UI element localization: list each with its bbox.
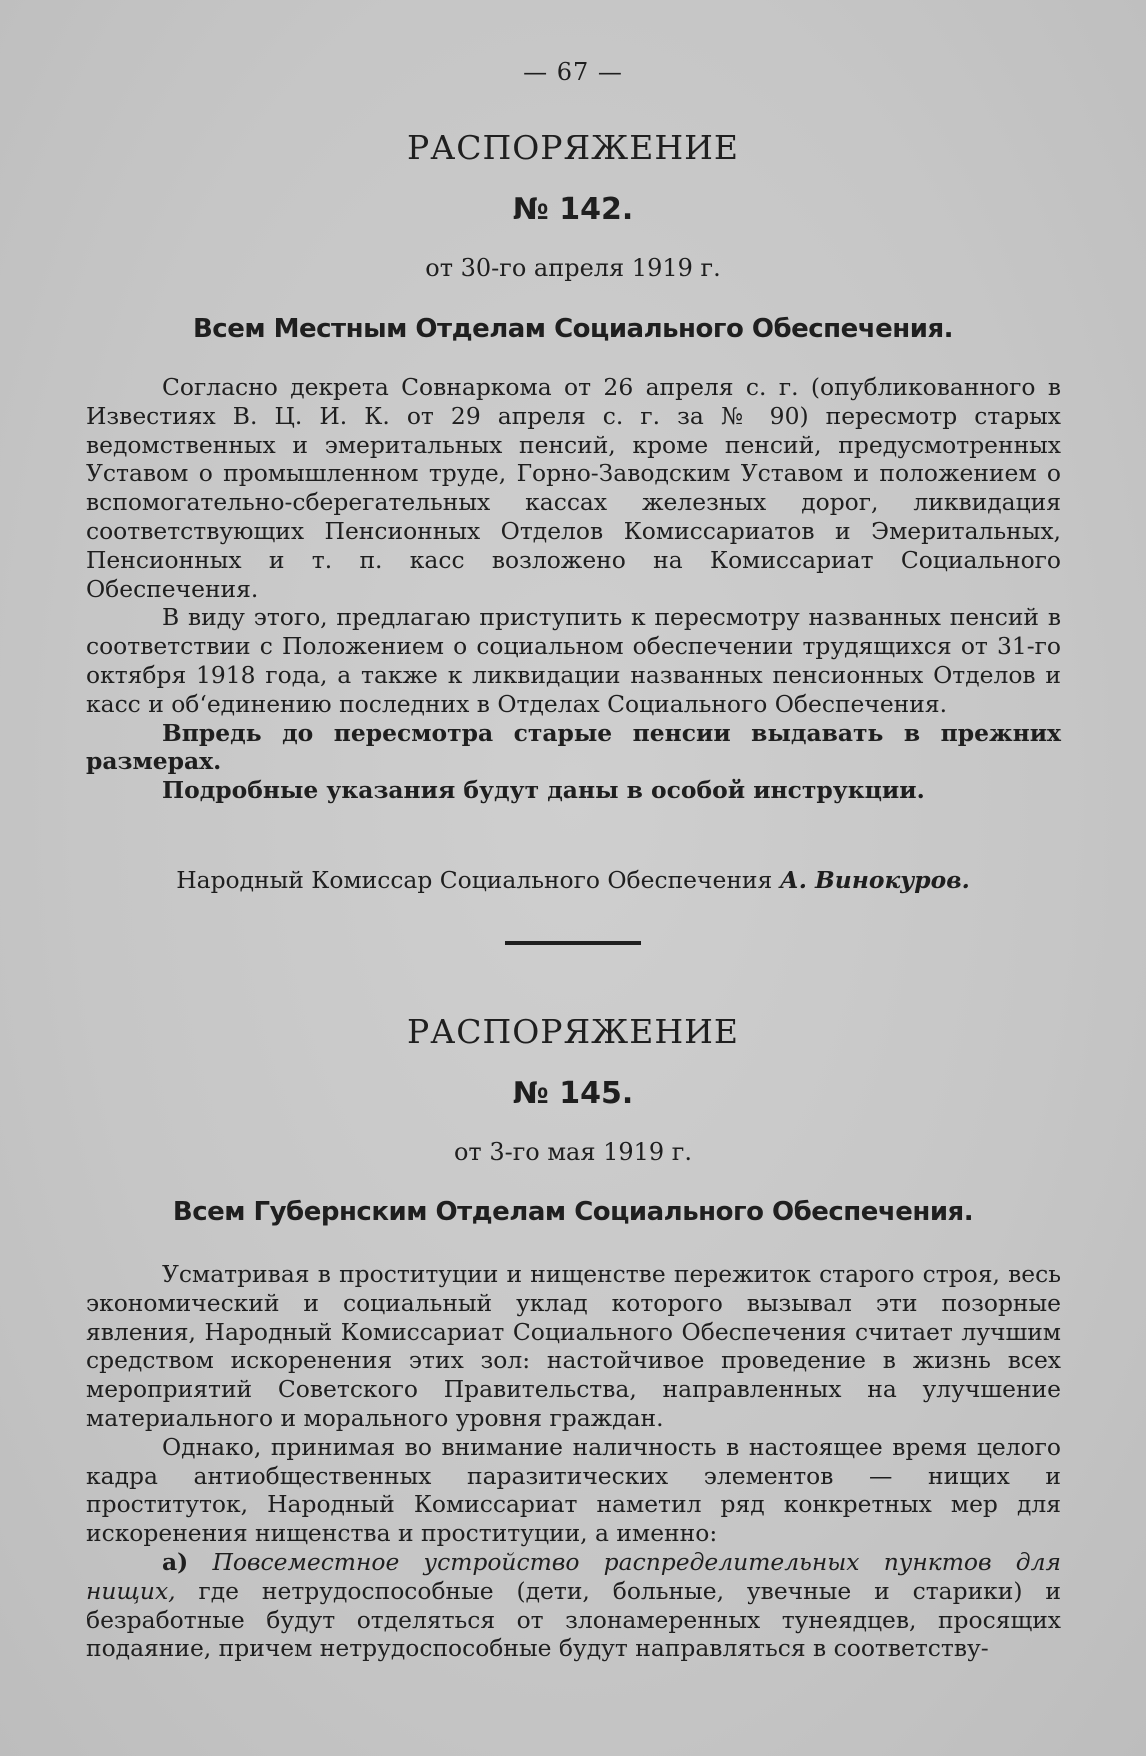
section-divider (505, 941, 641, 945)
order-title: РАСПОРЯЖЕНИЕ (407, 128, 739, 167)
paragraph: Подробные указания будут даны в особой инструкции. (162, 776, 925, 805)
order-addressee: Всем Губернским Отделам Социального Обеспечения. (172, 1197, 974, 1227)
paragraph: Впредь до пересмотра старые пенсии выдавать в прежних размерах. (86, 718, 1061, 776)
order-body (86, 373, 1061, 805)
order-body (86, 1260, 1061, 1663)
page-number: — 67 — (523, 58, 623, 86)
paragraph: Согласно декрета Совнаркома от 26 апреля с. г. (опубликованного в Известиях В. Ц. И. К. от 29 апреля с. г. за № 90) пересмотр старых ведомственных и эмеритальных пенсий, кроме пенсий, предусмотренных Уставом о промышленном труде, Горно-Заводским Уставом и положением о вспомогательно-сберегательных кассах железных дорог, ликвидация соответствующих Пенсионных Отделов Комиссариатов и Эмеритальных, Пенсионных и т. п. касс возложено на Комиссариат Социального Обеспечения. (86, 373, 1061, 603)
signature (0, 866, 1146, 894)
paragraph: Однако, принимая во внимание наличность в настоящее время целого кадра антиобщественных паразитических элементов — нищих и проституток, Народный Комиссариат наметил ряд конкретных мер для искоренения нищенства и проституции, а именно: (86, 1432, 1061, 1548)
order-addressee: Всем Местным Отделам Социального Обеспечения. (192, 314, 954, 344)
paragraph: Усматривая в проституции и нищенстве пережиток старого строя, весь экономический и социальный уклад которого вызывал эти позорные явления, Народный Комиссариат Социального Обеспечения считает лучшим средством искоренения этих зол: настойчивое проведение в жизнь всех мероприятий Советского Правительства, направленных на улучшение материального и морального уровня граждан. (86, 1260, 1061, 1432)
item-label: а) (162, 1547, 189, 1576)
order-title: РАСПОРЯЖЕНИЕ (407, 1012, 739, 1051)
order-number: № 142. (512, 192, 634, 227)
list-item-a (86, 1548, 1061, 1663)
item-emphasis: Повсеместное устройство распределительных пунктов для нищих, (86, 1547, 1061, 1605)
item-text: где нетрудоспособные (дети, больные, увечные и старики) и безработные будут отделяться от злонамеренных тунеядцев, просящих подаяние, причем нетрудоспособные будут направляться в соответству- (86, 1576, 1062, 1663)
order-number: № 145. (512, 1076, 634, 1111)
signature-name: А. Винокуров. (779, 866, 970, 894)
order-date: от 3-го мая 1919 г. (453, 1138, 693, 1166)
signature-role: Народный Комиссар Социального Обеспечения (176, 866, 773, 894)
order-date: от 30-го апреля 1919 г. (425, 254, 721, 282)
paragraph: В виду этого, предлагаю приступить к пересмотру названных пенсий в соответствии с Положением о социальном обеспечении трудящихся от 31-го октября 1918 года, а также к ликвидации названных пенсионных Отделов и касс и об‘единению последних в Отделах Социального Обеспечения. (86, 603, 1061, 718)
